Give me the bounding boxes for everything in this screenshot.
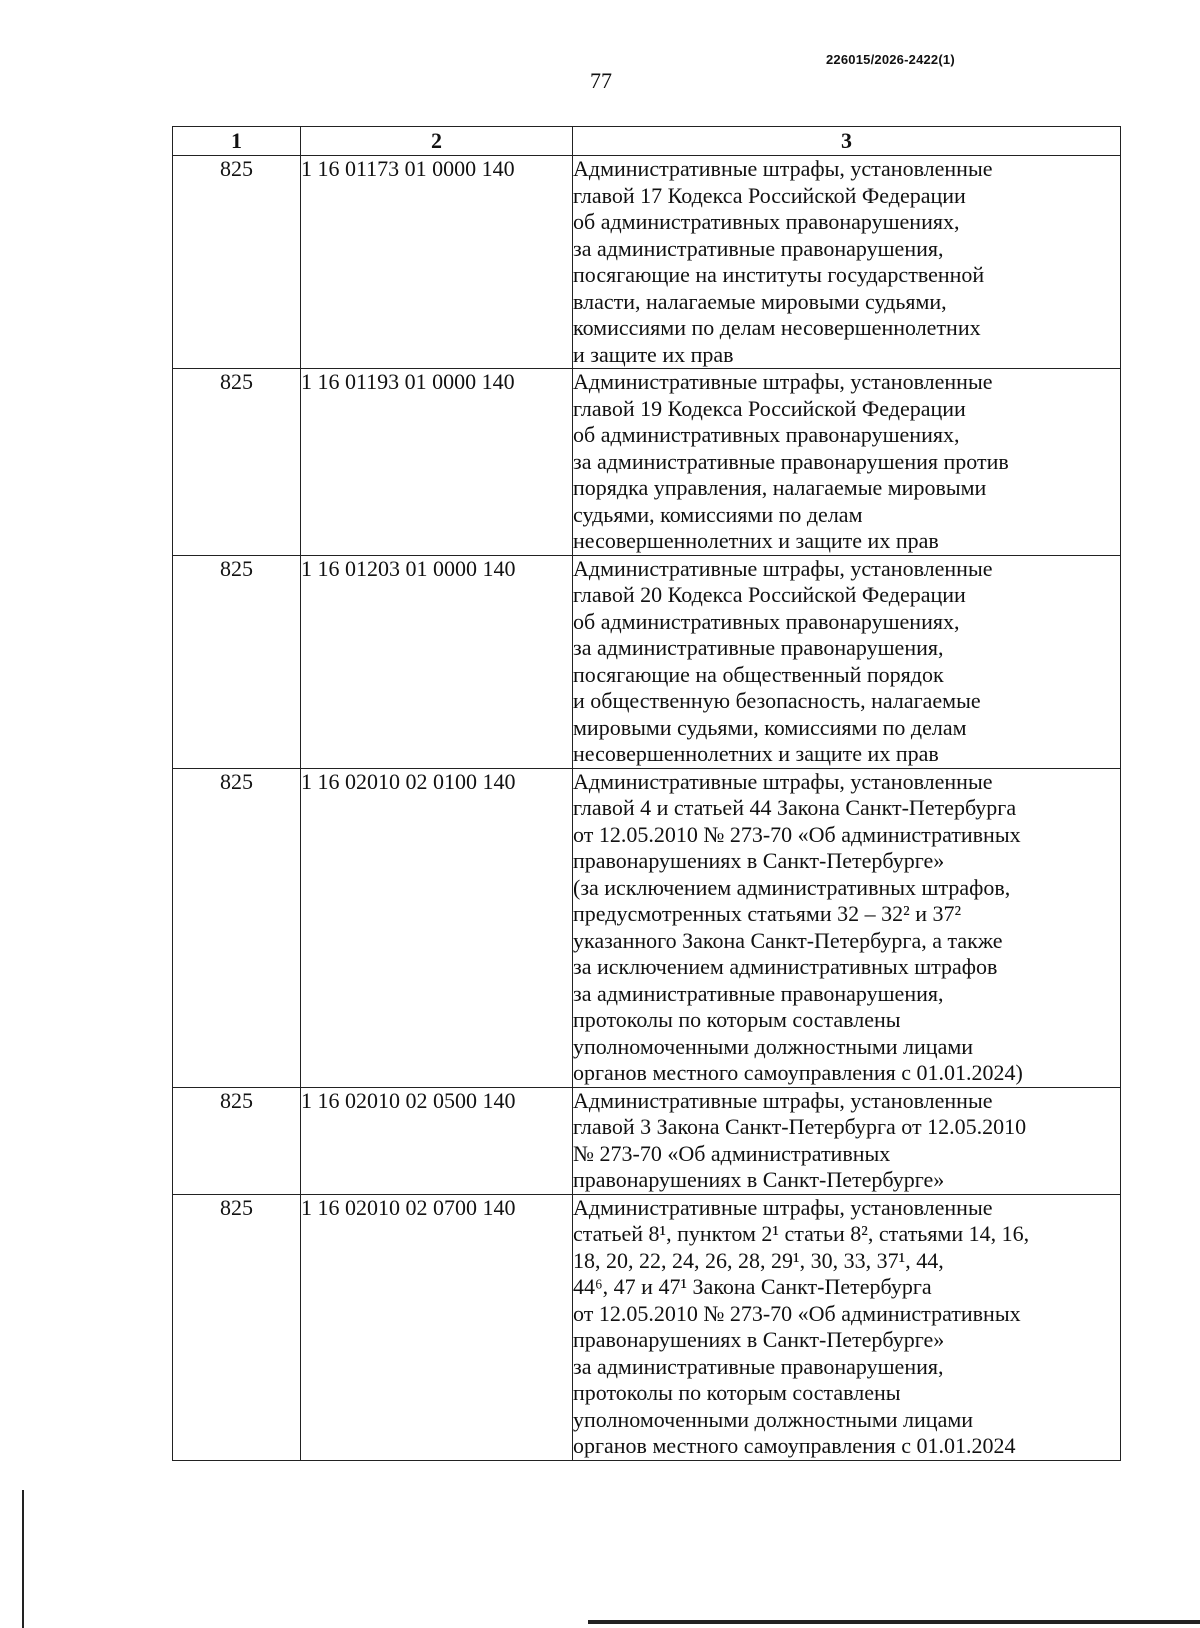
budget-code-cell: 1 16 02010 02 0100 140: [301, 768, 573, 1087]
description-line: главой 19 Кодекса Российской Федерации: [573, 395, 966, 421]
description-line: власти, налагаемые мировыми судьями,: [573, 288, 947, 314]
fines-table: [172, 126, 1121, 1461]
description-line: Административные штрафы, установленные: [573, 156, 993, 181]
description-line: органов местного самоуправления с 01.01.2024: [573, 1433, 1016, 1458]
description-line: Административные штрафы, установленные: [573, 1087, 993, 1113]
description-line: и общественную безопасность, налагаемые: [573, 688, 981, 713]
description-line: Административные штрафы, установленные: [573, 1194, 993, 1220]
description-line: об административных правонарушениях,: [573, 422, 960, 447]
description-line: порядка управления, налагаемые мировыми: [573, 475, 987, 500]
description-line: об административных правонарушениях,: [573, 209, 960, 234]
description-cell: [573, 369, 1121, 556]
description-line: предусмотренных статьями 32 – 32² и 37²: [573, 901, 962, 926]
description-line: органов местного самоуправления с 01.01.2024): [573, 1060, 1023, 1085]
page-number: 77: [590, 68, 612, 93]
budget-code-cell: 1 16 02010 02 0500 140: [301, 1087, 573, 1194]
description-line: главой 4 и статьей 44 Закона Санкт-Петербурга: [573, 795, 1017, 820]
column-header-1: 1: [173, 127, 301, 156]
description-line: комиссиями по делам несовершеннолетних: [573, 315, 981, 340]
table-row: [173, 369, 1121, 556]
description-line: несовершеннолетних и защите их прав: [573, 741, 939, 766]
description-line: судьями, комиссиями по делам: [573, 501, 863, 527]
scan-edge-left: [22, 1490, 24, 1628]
description-line: Административные штрафы, установленные: [573, 555, 993, 581]
description-line: от 12.05.2010 № 273-70 «Об административных: [573, 1300, 1021, 1326]
description-line: за административные правонарушения,: [573, 980, 944, 1006]
description-line: посягающие на институты государственной: [573, 262, 985, 287]
budget-code-cell: 1 16 01173 01 0000 140: [301, 156, 573, 369]
description-line: правонарушениях в Санкт-Петербурге»: [573, 848, 945, 873]
description-cell: [573, 156, 1121, 369]
description-cell: [573, 1194, 1121, 1460]
description-line: главой 20 Кодекса Российской Федерации: [573, 582, 966, 607]
description-line: главой 17 Кодекса Российской Федерации: [573, 182, 966, 208]
budget-code-cell: 1 16 01203 01 0000 140: [301, 555, 573, 768]
table-header-row: [173, 127, 1121, 156]
description-line: за административные правонарушения,: [573, 1353, 944, 1379]
description-line: от 12.05.2010 № 273-70 «Об административных: [573, 821, 1021, 847]
description-cell: [573, 1087, 1121, 1194]
description-line: Административные штрафы, установленные: [573, 369, 993, 394]
document-code: 226015/2026-2422(1): [826, 52, 955, 67]
admin-code-cell: 825: [173, 768, 301, 1087]
description-line: правонарушениях в Санкт-Петербурге»: [573, 1327, 945, 1352]
budget-code-cell: 1 16 02010 02 0700 140: [301, 1194, 573, 1460]
description-line: несовершеннолетних и защите их прав: [573, 528, 939, 553]
table-row: [173, 768, 1121, 1087]
description-line: за административные правонарушения против: [573, 448, 1009, 474]
description-line: Административные штрафы, установленные: [573, 768, 993, 794]
description-line: посягающие на общественный порядок: [573, 661, 944, 687]
column-header-2: 2: [301, 127, 573, 156]
description-line: за исключением административных штрафов: [573, 954, 998, 979]
table-row: [173, 156, 1121, 369]
admin-code-cell: 825: [173, 555, 301, 768]
description-line: статьей 8¹, пунктом 2¹ статьи 8², статьями 14, 16,: [573, 1221, 1030, 1246]
admin-code-cell: 825: [173, 1194, 301, 1460]
admin-code-cell: 825: [173, 1087, 301, 1194]
description-cell: [573, 768, 1121, 1087]
description-line: и защите их прав: [573, 341, 734, 367]
description-line: за административные правонарушения,: [573, 635, 944, 660]
description-cell: [573, 555, 1121, 768]
description-line: главой 3 Закона Санкт-Петербурга от 12.05.2010: [573, 1114, 1027, 1139]
description-line: мировыми судьями, комиссиями по делам: [573, 714, 967, 740]
column-header-3: 3: [573, 127, 1121, 156]
admin-code-cell: 825: [173, 156, 301, 369]
scan-edge-bottom: [588, 1620, 1200, 1624]
description-line: № 273-70 «Об административных: [573, 1140, 891, 1166]
description-line: протоколы по которым составлены: [573, 1007, 901, 1032]
description-line: за административные правонарушения,: [573, 235, 944, 261]
description-line: (за исключением административных штрафов,: [573, 874, 1011, 900]
budget-code-cell: 1 16 01193 01 0000 140: [301, 369, 573, 556]
description-line: протоколы по которым составлены: [573, 1380, 901, 1405]
table-row: [173, 1194, 1121, 1460]
description-line: уполномоченными должностными лицами: [573, 1406, 974, 1432]
description-line: 44⁶, 47 и 47¹ Закона Санкт-Петербурга: [573, 1274, 932, 1299]
description-line: правонарушениях в Санкт-Петербурге»: [573, 1167, 945, 1192]
table-row: [173, 1087, 1121, 1194]
admin-code-cell: 825: [173, 369, 301, 556]
description-line: указанного Закона Санкт-Петербурга, а также: [573, 927, 1003, 953]
table-row: [173, 555, 1121, 768]
description-line: уполномоченными должностными лицами: [573, 1033, 974, 1059]
description-line: 18, 20, 22, 24, 26, 28, 29¹, 30, 33, 37¹, 44,: [573, 1247, 944, 1273]
description-line: об административных правонарушениях,: [573, 608, 960, 634]
